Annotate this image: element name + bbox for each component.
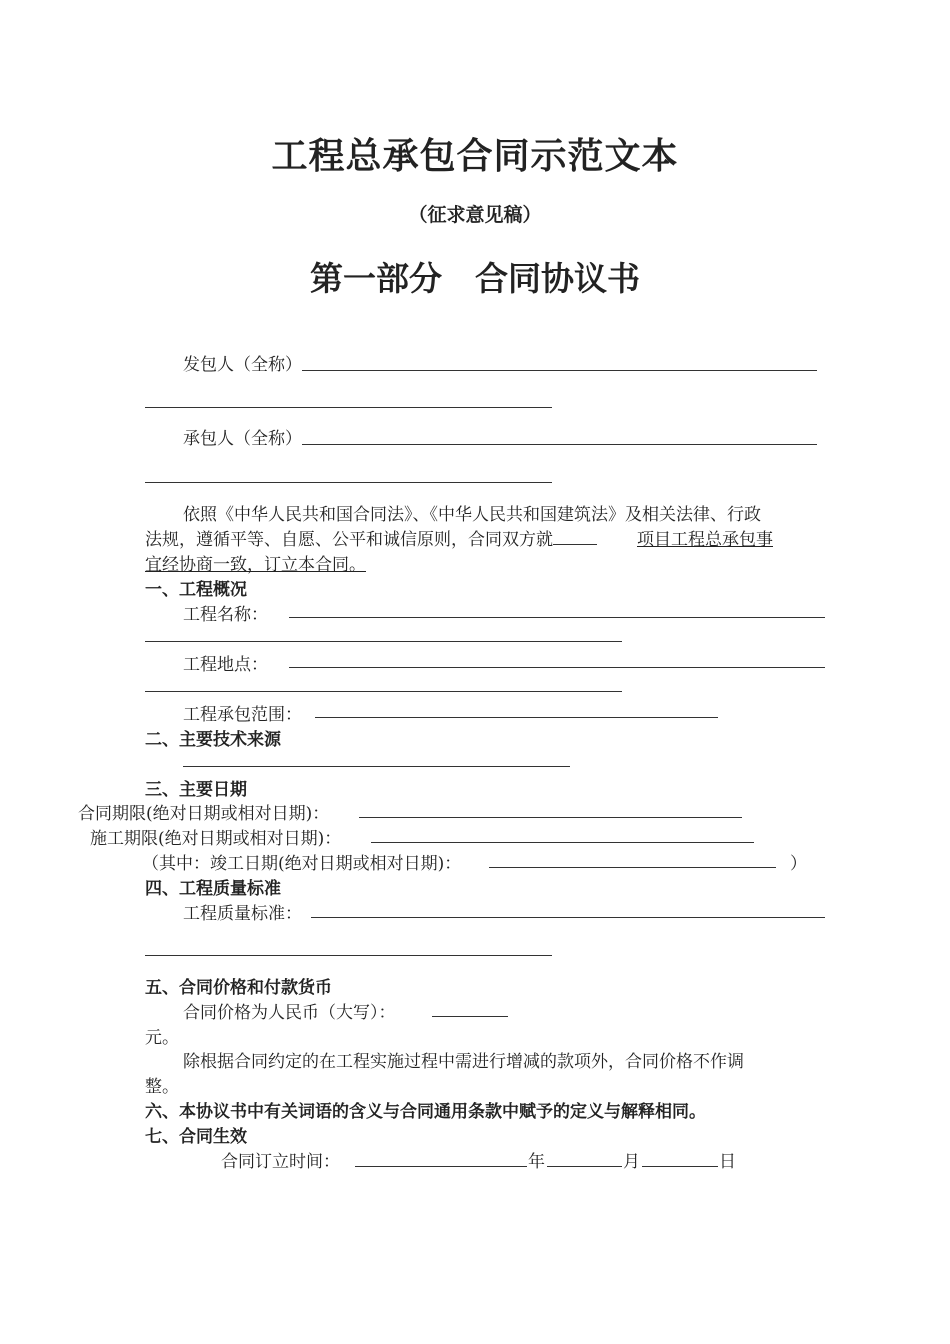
completion-date-close: ）	[790, 854, 807, 874]
contractor-label: 承包人（全称）	[183, 429, 302, 449]
project-name-label: 工程名称：	[183, 605, 268, 625]
signing-year-field[interactable]	[355, 1166, 527, 1167]
project-location-field-cont[interactable]	[145, 691, 622, 692]
employer-label: 发包人（全称）	[183, 355, 302, 375]
project-name-blank[interactable]	[553, 543, 597, 545]
quality-standard-label: 工程质量标准：	[183, 904, 302, 924]
section-3-heading: 三、主要日期	[145, 780, 247, 800]
preamble-line-3: 宜经协商一致，订立本合同。	[145, 555, 366, 575]
preamble-line-1: 依照《中华人民共和国合同法》、《中华人民共和国建筑法》及相关法律、行政	[183, 505, 761, 525]
project-scope-field[interactable]	[315, 717, 718, 718]
contract-period-label: 合同期限(绝对日期或相对日期)：	[78, 804, 330, 824]
preamble-line-2	[145, 525, 773, 550]
completion-date-field[interactable]	[489, 867, 776, 868]
construction-period-field[interactable]	[371, 842, 754, 843]
month-label: 月	[623, 1152, 640, 1172]
employer-name-blank[interactable]	[302, 370, 817, 371]
preamble-project-phrase: 项目工程总承包事	[637, 530, 773, 550]
contract-price-field[interactable]	[432, 1016, 508, 1017]
employer-name-blank-cont[interactable]	[145, 407, 552, 408]
construction-period-label: 施工期限(绝对日期或相对日期)：	[90, 829, 342, 849]
project-name-field-cont[interactable]	[145, 641, 622, 642]
project-location-field[interactable]	[289, 667, 825, 668]
project-location-label: 工程地点：	[183, 655, 268, 675]
year-label: 年	[528, 1152, 545, 1172]
signing-month-field[interactable]	[547, 1166, 622, 1167]
tech-source-field[interactable]	[183, 766, 570, 767]
section-4-heading: 四、工程质量标准	[145, 879, 281, 899]
contractor-name-blank-cont[interactable]	[145, 482, 552, 483]
completion-date-label: （其中：竣工日期(绝对日期或相对日期)：	[142, 854, 462, 874]
project-scope-label: 工程承包范围：	[183, 705, 302, 725]
section-1-heading: 一、工程概况	[145, 580, 247, 600]
section-6-heading: 六、本协议书中有关词语的含义与合同通用条款中赋予的定义与解释相同。	[145, 1102, 706, 1122]
day-label: 日	[719, 1152, 736, 1172]
part-title: 第一部分 合同协议书	[310, 259, 640, 298]
preamble-line-2-text: 法规，遵循平等、自愿、公平和诚信原则，合同双方就	[145, 530, 553, 550]
signing-day-field[interactable]	[642, 1166, 718, 1167]
section-7-heading: 七、合同生效	[145, 1127, 247, 1147]
project-name-field[interactable]	[289, 617, 825, 618]
quality-standard-field-cont[interactable]	[145, 955, 552, 956]
section-5-heading: 五、合同价格和付款货币	[145, 978, 332, 998]
contract-period-field[interactable]	[359, 817, 742, 818]
price-unit-yuan: 元。	[145, 1028, 179, 1048]
price-note-line-1: 除根据合同约定的在工程实施过程中需进行增减的款项外，合同价格不作调	[183, 1052, 744, 1072]
price-note-line-2: 整。	[145, 1077, 179, 1097]
contract-price-label: 合同价格为人民币（大写）：	[183, 1003, 396, 1023]
document-title: 工程总承包合同示范文本	[271, 135, 679, 177]
document-subtitle: （征求意见稿）	[408, 204, 542, 226]
signing-time-label: 合同订立时间：	[221, 1152, 340, 1172]
contractor-name-blank[interactable]	[302, 444, 817, 445]
section-2-heading: 二、主要技术来源	[145, 730, 281, 750]
quality-standard-field[interactable]	[311, 917, 825, 918]
